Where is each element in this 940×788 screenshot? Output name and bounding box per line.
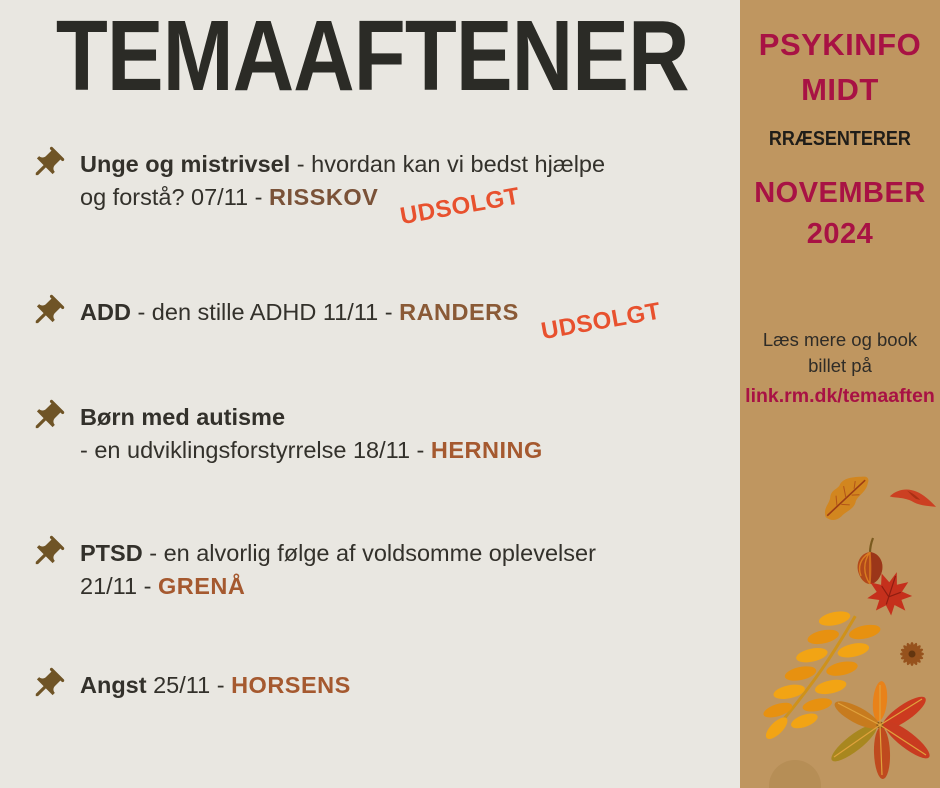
event-line2: - en udviklingsforstyrrelse 18/11 - <box>80 437 431 463</box>
event-location: HERNING <box>430 437 543 463</box>
event-description: - hvordan kan vi bedst hjælpe <box>290 151 606 177</box>
page-title <box>0 0 740 112</box>
event-text <box>80 401 543 467</box>
event-text <box>80 148 606 231</box>
soldout-badge: UDSOLGT <box>538 297 663 346</box>
event-location: GRENÅ <box>157 573 246 599</box>
pushpin-icon <box>28 398 66 436</box>
brand-name <box>740 22 940 112</box>
event-item-born-med-autisme <box>28 401 688 467</box>
physalis-image <box>858 538 883 584</box>
oak-leaf-image <box>815 467 875 525</box>
page-title-text: TEMAAFTENER <box>55 0 689 112</box>
star-anise-image <box>900 642 924 666</box>
pushpin-icon <box>28 534 66 572</box>
pushpin-icon <box>28 145 66 183</box>
event-description: 25/11 - <box>146 672 232 698</box>
sidebar <box>740 0 940 788</box>
event-description: - en alvorlig følge af voldsomme oplevelser <box>142 540 596 566</box>
autumn-leaf-image <box>827 680 934 779</box>
event-text <box>80 296 663 346</box>
event-title: PTSD <box>80 540 143 566</box>
presents-label: RRÆSENTERER <box>768 128 912 150</box>
cta-text: Læs mere og book billet på <box>762 329 918 376</box>
event-title: Børn med autisme <box>80 404 286 430</box>
pushpin-icon <box>28 666 66 704</box>
autumn-decor <box>740 440 940 788</box>
event-item-ptsd <box>28 537 688 603</box>
red-leaf-image <box>889 484 936 516</box>
event-text <box>80 537 596 603</box>
booking-link[interactable]: link.rm.dk/temaaften <box>745 385 935 407</box>
event-location: RANDERS <box>399 299 519 325</box>
pushpin-icon <box>28 293 66 331</box>
event-title: Unge og mistrivsel <box>80 151 291 177</box>
brand-line2: MIDT <box>801 72 879 107</box>
event-title: ADD <box>80 299 131 325</box>
event-description: - den stille ADHD 11/11 - <box>130 299 400 325</box>
month-label <box>740 173 940 255</box>
event-item-unge-og-mistrivsel <box>28 148 688 231</box>
month-line2: 2024 <box>806 218 874 250</box>
event-text <box>80 669 351 702</box>
event-line2: og forstå? 07/11 - <box>80 184 269 210</box>
event-location: RISSKOV <box>269 184 379 210</box>
month-line1: NOVEMBER <box>754 177 926 209</box>
event-title: Angst <box>80 672 147 698</box>
event-item-add <box>28 296 688 346</box>
brand-line1: PSYKINFO <box>758 27 922 62</box>
event-line2: 21/11 - <box>80 573 158 599</box>
soldout-badge: UDSOLGT <box>398 182 523 231</box>
event-item-angst <box>28 669 688 704</box>
event-location: HORSENS <box>231 672 351 698</box>
seed-pod-image <box>769 760 821 788</box>
